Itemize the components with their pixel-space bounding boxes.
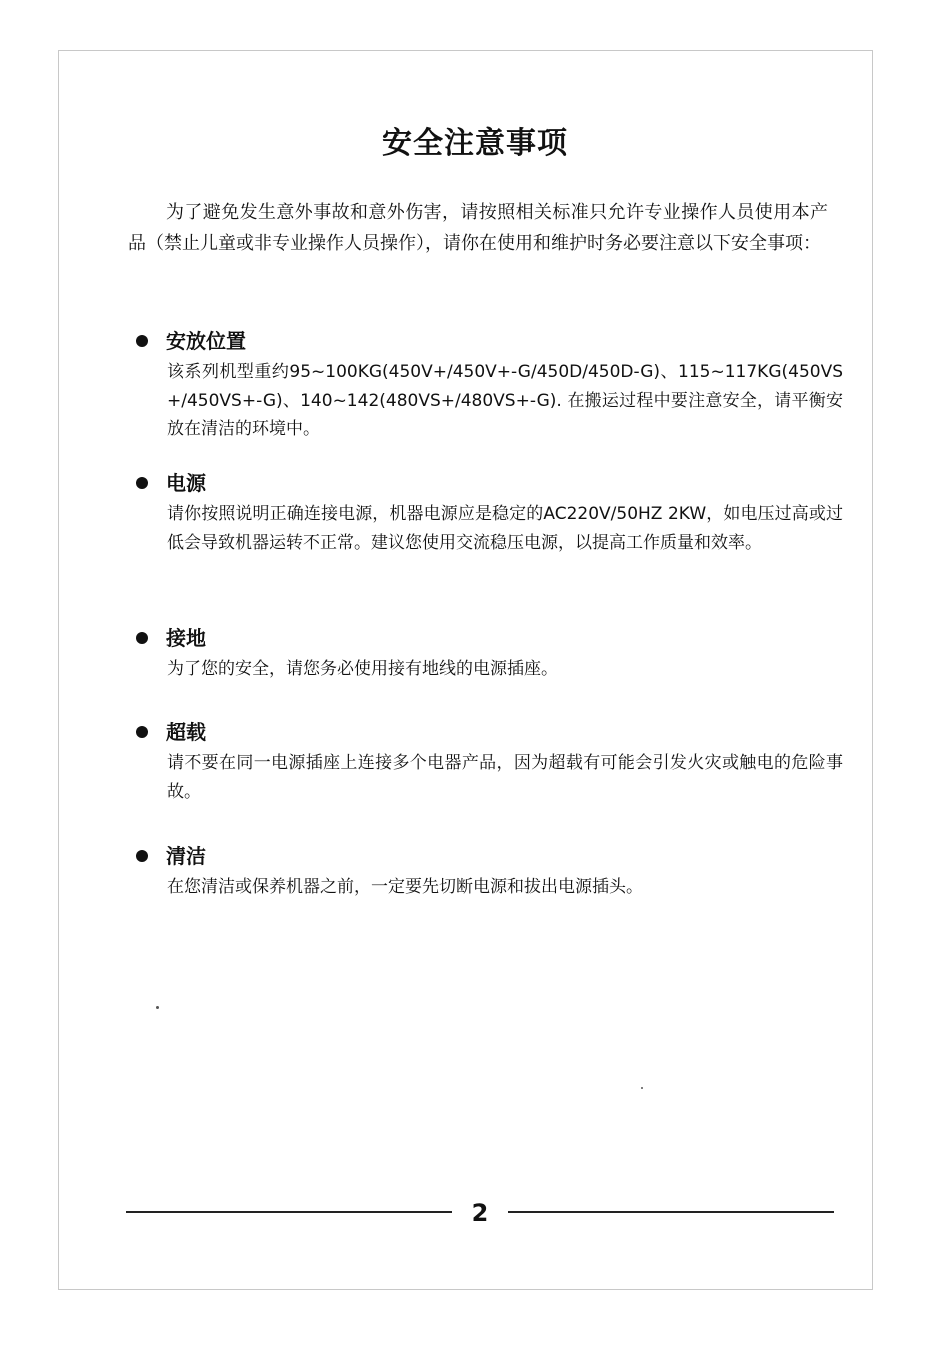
- footer-rule-left: [126, 1211, 452, 1213]
- section-body: 为了您的安全，请您务必使用接有地线的电源插座。: [167, 659, 558, 679]
- scan-speck: [156, 1006, 159, 1009]
- page-number: 2: [471, 1199, 489, 1227]
- section-body: 该系列机型重约95~100KG(450V+/450V+-G/450D/450D-G)、115~117KG(450VS+/450VS+-G)、140~142(480VS+/480VS+-G). 在搬运过程中要注意安全，请平衡安放在清洁的环境中。: [167, 362, 843, 439]
- section-title: 清洁: [166, 844, 206, 868]
- section-body: 在您清洁或保养机器之前，一定要先切断电源和拔出电源插头。: [167, 877, 643, 897]
- bullet-icon: [136, 335, 148, 347]
- section-body: 请你按照说明正确连接电源，机器电源应是稳定的AC220V/50HZ 2KW，如电压过高或过低会导致机器运转不正常。建议您使用交流稳压电源，以提高工作质量和效率。: [167, 504, 843, 553]
- section-title: 超载: [166, 720, 206, 744]
- bullet-icon: [136, 726, 148, 738]
- section-grounding: [136, 623, 846, 684]
- bullet-icon: [136, 850, 148, 862]
- section-placement: [136, 326, 846, 444]
- scan-speck: [641, 1087, 643, 1089]
- section-cleaning: [136, 841, 846, 902]
- intro-paragraph: 为了避免发生意外事故和意外伤害，请按照相关标准只允许专业操作人员使用本产品（禁止儿童或非专业操作人员操作），请你在使用和维护时务必要注意以下安全事项：: [128, 202, 828, 254]
- section-power: [136, 468, 846, 557]
- footer-rule-right: [508, 1211, 834, 1213]
- section-overload: [136, 717, 846, 806]
- section-title: 接地: [166, 626, 206, 650]
- bullet-icon: [136, 477, 148, 489]
- section-heading: [136, 326, 846, 356]
- section-heading: [136, 468, 846, 498]
- section-title: 安放位置: [166, 329, 246, 353]
- section-body: 请不要在同一电源插座上连接多个电器产品，因为超载有可能会引发火灾或触电的危险事故。: [167, 753, 843, 802]
- section-heading: [136, 841, 846, 871]
- section-heading: [136, 623, 846, 653]
- page-footer: [126, 1196, 834, 1230]
- section-title: 电源: [166, 471, 206, 495]
- section-heading: [136, 717, 846, 747]
- bullet-icon: [136, 632, 148, 644]
- page-title: 安全注意事项: [382, 126, 568, 161]
